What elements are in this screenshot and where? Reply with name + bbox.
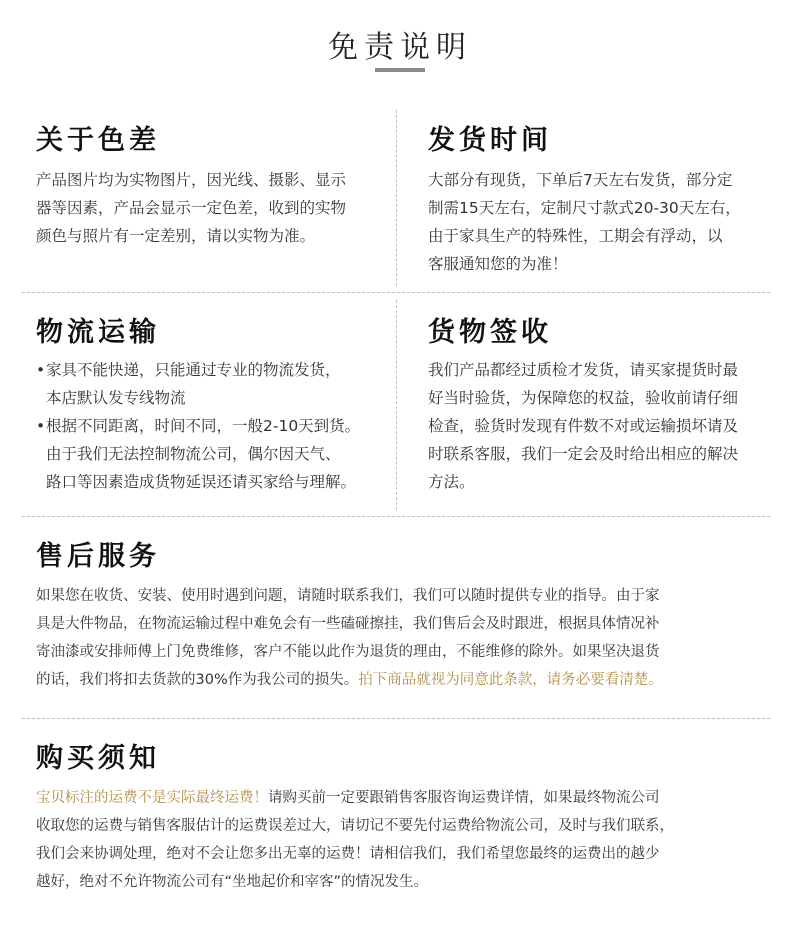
after-sales-text xyxy=(36,582,663,694)
color-difference-line: 产品图片均为实物图片，因光线、摄影、显示 xyxy=(36,171,347,189)
divider-horizontal-2 xyxy=(22,516,770,517)
after-sales-line: 的话，我们将扣去货款的30%作为我公司的损失。拍下商品就视为同意此条款，请务必要看清楚。 xyxy=(36,672,663,688)
page-title: 免责说明 xyxy=(328,30,472,65)
purchase-notice-text xyxy=(36,784,674,896)
shipping-time-line: 客服通知您的为准！ xyxy=(428,255,568,273)
title-underline xyxy=(375,68,425,72)
logistics-item-continuation: 路口等因素造成货物延误还请买家给与理解。 xyxy=(46,473,357,491)
divider-vertical-middle xyxy=(396,300,397,510)
divider-horizontal-1 xyxy=(22,292,770,293)
receiving-text xyxy=(428,356,738,496)
after-sales-heading: 售后服务 xyxy=(36,541,160,572)
logistics-item-continuation: 本店默认发专线物流 xyxy=(46,389,186,407)
color-difference-heading: 关于色差 xyxy=(36,125,160,156)
divider-horizontal-3 xyxy=(22,718,770,719)
divider-vertical-top xyxy=(396,110,397,286)
shipping-time-line: 由于家具生产的特殊性，工期会有浮动，以 xyxy=(428,227,723,245)
color-difference-text xyxy=(36,166,346,250)
purchase-notice-line: 宝贝标注的运费不是实际最终运费！请购买前一定要跟销售客服咨询运费详情，如果最终物流公司 xyxy=(36,790,660,806)
after-sales-line: 具是大件物品，在物流运输过程中难免会有一些磕碰擦挂，我们售后会及时跟进，根据具体情况补 xyxy=(36,616,660,632)
shipping-time-text xyxy=(428,166,741,278)
bullet-icon: • xyxy=(36,361,46,379)
after-sales-highlight: 拍下商品就视为同意此条款，请务必要看清楚。 xyxy=(358,672,663,688)
shipping-time-line: 制需15天左右，定制尺寸款式20-30天左右， xyxy=(428,199,741,217)
after-sales-line: 寄油漆或安排师傅上门免费维修，客户不能以此作为退货的理由，不能维修的除外。如果坚决退货 xyxy=(36,644,660,660)
receiving-line: 方法。 xyxy=(428,473,475,491)
receiving-line: 好当时验货，为保障您的权益，验收前请仔细 xyxy=(428,389,739,407)
logistics-item-continuation: 由于我们无法控制物流公司，偶尔因天气、 xyxy=(46,445,341,463)
color-difference-line: 器等因素，产品会显示一定色差，收到的实物 xyxy=(36,199,347,217)
purchase-notice-line: 我们会来协调处理，绝对不会让您多出无辜的运费！请相信我们，我们希望您最终的运费出的越少 xyxy=(36,846,660,862)
purchase-notice-line: 收取您的运费与销售客服估计的运费误差过大，请切记不要先付运费给物流公司，及时与我们联系， xyxy=(36,818,674,834)
purchase-notice-highlight: 宝贝标注的运费不是实际最终运费！ xyxy=(36,790,268,806)
receiving-line: 我们产品都经过质检才发货，请买家提货时最 xyxy=(428,361,739,379)
after-sales-line: 如果您在收货、安装、使用时遇到问题，请随时联系我们，我们可以随时提供专业的指导。由于家 xyxy=(36,588,660,604)
bullet-icon: • xyxy=(36,417,46,435)
logistics-item: •家具不能快递，只能通过专业的物流发货， xyxy=(36,356,360,384)
receiving-heading: 货物签收 xyxy=(428,317,552,348)
logistics-list xyxy=(36,356,360,496)
receiving-line: 检查，验货时发现有件数不对或运输损坏请及 xyxy=(428,417,739,435)
shipping-time-heading: 发货时间 xyxy=(428,125,552,156)
purchase-notice-heading: 购买须知 xyxy=(36,743,160,774)
receiving-line: 时联系客服，我们一定会及时给出相应的解决 xyxy=(428,445,739,463)
shipping-time-line: 大部分有现货，下单后7天左右发货，部分定 xyxy=(428,171,733,189)
purchase-notice-line: 越好，绝对不允许物流公司有“坐地起价和宰客”的情况发生。 xyxy=(36,874,429,890)
color-difference-line: 颜色与照片有一定差别，请以实物为准。 xyxy=(36,227,316,245)
logistics-item: •根据不同距离，时间不同，一般2-10天到货。 xyxy=(36,412,360,440)
logistics-heading: 物流运输 xyxy=(36,317,160,348)
